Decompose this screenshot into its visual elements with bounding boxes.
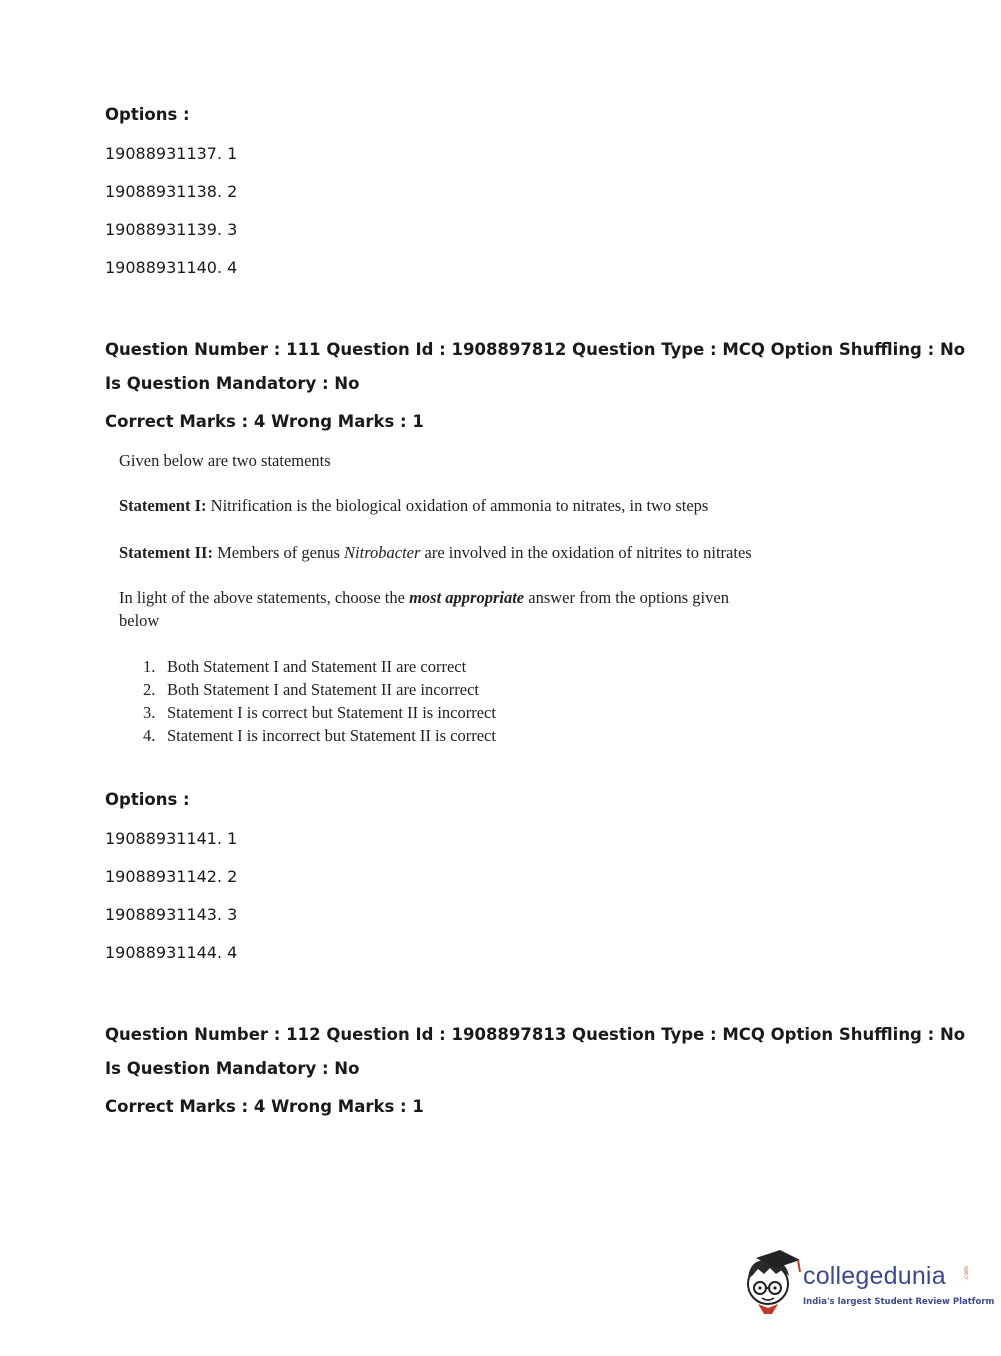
statement-2 (119, 543, 752, 563)
choice-number: 1. (143, 657, 156, 676)
statement-1-text: Nitrification is the biological oxidation of ammonia to nitrates, in two steps (206, 496, 709, 515)
logo-tagline: India's largest Student Review Platform (803, 1297, 995, 1307)
statement-2-label: Statement II: (119, 543, 213, 562)
question-header: Question Number : 111 Question Id : 1908897812 Question Type : MCQ Option Shuffling : No (105, 340, 966, 359)
choice-text: Statement I is incorrect but Statement II is correct (167, 726, 496, 745)
question-marks: Correct Marks : 4 Wrong Marks : 1 (105, 412, 424, 431)
question-prompt (119, 588, 729, 608)
choice-text: Both Statement I and Statement II are incorrect (167, 680, 480, 699)
prompt-post: answer from the options given (524, 588, 729, 607)
choice-number: 3. (143, 703, 156, 722)
prompt-pre: In light of the above statements, choose the (119, 588, 410, 607)
choice-list (143, 655, 496, 747)
choice-text: Statement I is correct but Statement II is incorrect (167, 703, 496, 722)
logo-wordmark: collegedunia (803, 1262, 946, 1290)
statement-2-post: are involved in the oxidation of nitrites to nitrates (420, 543, 752, 562)
choice-number: 4. (143, 726, 156, 745)
option-item: 19088931142. 2 (105, 867, 238, 886)
statement-2-pre: Members of genus (212, 543, 345, 562)
option-item: 19088931137. 1 (105, 144, 238, 163)
question-mandatory: Is Question Mandatory : No (105, 1059, 360, 1078)
options-label: Options : (105, 790, 190, 809)
options-label: Options : (105, 105, 190, 124)
choice-number: 2. (143, 680, 156, 699)
option-item: 19088931140. 4 (105, 258, 238, 277)
statement-2-genus: Nitrobacter (344, 543, 421, 562)
option-item: 19088931138. 2 (105, 182, 238, 201)
choice-item (143, 724, 496, 747)
option-item: 19088931143. 3 (105, 905, 238, 924)
choice-item (143, 678, 496, 701)
choice-item (143, 701, 496, 724)
logo-com: .com (962, 1266, 970, 1281)
option-item: 19088931144. 4 (105, 943, 238, 962)
question-mandatory: Is Question Mandatory : No (105, 374, 360, 393)
statement-1-label: Statement I: (119, 496, 207, 515)
option-item: 19088931141. 1 (105, 829, 238, 848)
question-intro: Given below are two statements (119, 451, 331, 470)
statement-1 (119, 496, 708, 516)
prompt-line-2: below (119, 611, 160, 630)
choice-item (143, 655, 496, 678)
option-item: 19088931139. 3 (105, 220, 238, 239)
question-header: Question Number : 112 Question Id : 1908897813 Question Type : MCQ Option Shuffling : No (105, 1025, 966, 1044)
question-marks: Correct Marks : 4 Wrong Marks : 1 (105, 1097, 424, 1116)
prompt-emphasis: most appropriate (409, 588, 525, 607)
choice-text: Both Statement I and Statement II are correct (167, 657, 467, 676)
